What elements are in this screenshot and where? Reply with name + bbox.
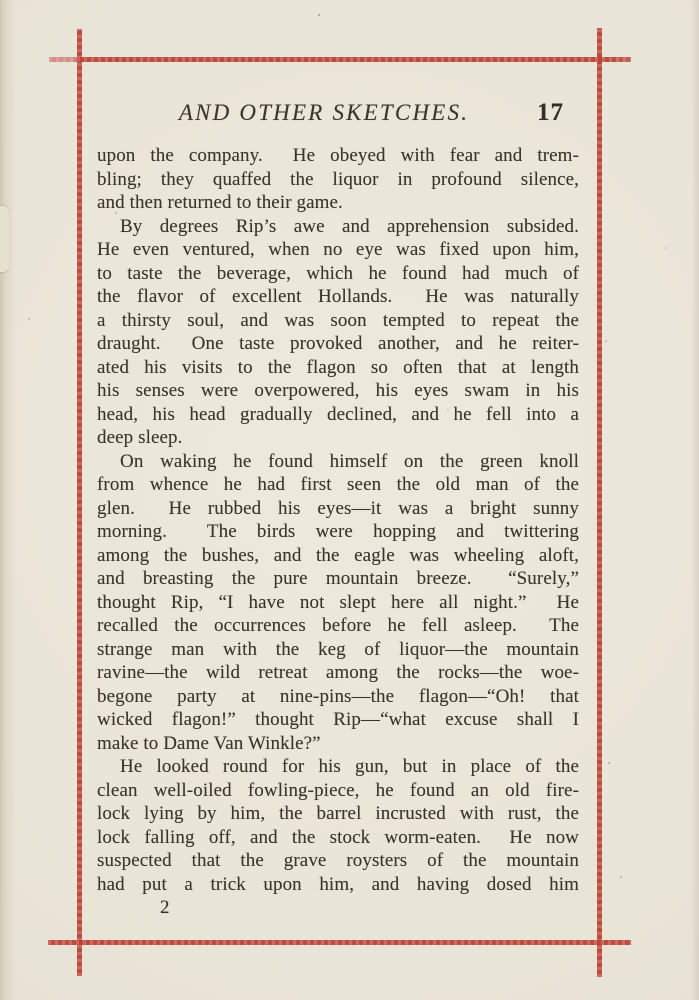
text-line: draught. One taste provoked another, and he reiter-	[97, 333, 579, 354]
text-line: He even ventured, when no eye was fixed upon him,	[97, 239, 579, 260]
text-line: By degrees Rip’s awe and apprehension subsided.	[120, 215, 579, 237]
text-line: and then returned to their game.	[97, 192, 343, 213]
border-rule-bottom	[48, 940, 631, 945]
text-line: had put a trick upon him, and having dosed him	[97, 873, 579, 895]
text-line: recalled the occurrences before he fell asleep. The	[97, 615, 579, 636]
text-line: On waking he found himself on the green knoll	[120, 450, 579, 472]
border-rule-left	[77, 29, 82, 976]
text-line: lock lying by him, the barrel incrusted with rust, the	[97, 803, 579, 824]
page-number: 17	[537, 99, 564, 126]
page-edge-notch	[0, 206, 9, 272]
text-line: from whence he had first seen the old man of the	[97, 474, 579, 495]
signature-mark: 2	[160, 897, 170, 918]
text-line: head, his head gradually declined, and he fell into a	[97, 403, 579, 425]
text-line: the flavor of excellent Hollands. He was naturally	[97, 286, 579, 307]
text-line: ravine—the wild retreat among the rocks—the woe-	[97, 662, 579, 683]
text-line: glen. He rubbed his eyes—it was a bright sunny	[97, 497, 579, 519]
text-line: lock falling off, and the stock worm-eaten. He now	[97, 826, 579, 848]
text-line: deep sleep.	[97, 427, 183, 448]
text-line: and breasting the pure mountain breeze. “Surely,”	[97, 568, 579, 589]
border-rule-right	[597, 28, 602, 977]
running-title: AND OTHER SKETCHES.	[178, 100, 470, 125]
text-line: clean well-oiled fowling-piece, he found an old fire-	[97, 779, 579, 801]
text-line: bling; they quaffed the liquor in profound silence,	[97, 168, 579, 190]
text-line: strange man with the keg of liquor—the mountain	[97, 638, 579, 660]
text-line: He looked round for his gun, but in place of the	[120, 756, 579, 777]
text-line: a thirsty soul, and was soon tempted to repeat the	[97, 309, 579, 331]
page-edge-shadow-left	[0, 0, 16, 1000]
text-line: to taste the beverage, which he found had much of	[97, 262, 579, 284]
page-edge-shadow-right	[691, 0, 699, 1000]
text-line: morning. The birds were hopping and twittering	[97, 521, 579, 542]
text-line: upon the company. He obeyed with fear and trem-	[97, 145, 579, 166]
running-header	[0, 0, 699, 140]
text-line: begone party at nine-pins—the flagon—“Oh! that	[97, 685, 579, 707]
text-line: thought Rip, “I have not slept here all night.” He	[97, 591, 579, 613]
text-line: wicked flagon!” thought Rip—“what excuse shall I	[97, 709, 579, 730]
text-line: suspected that the grave roysters of the mountain	[97, 850, 579, 871]
text-line: make to Dame Van Winkle?”	[97, 732, 321, 754]
text-line: among the bushes, and the eagle was wheeling aloft,	[97, 544, 579, 566]
text-line: his senses were overpowered, his eyes swam in his	[97, 380, 579, 401]
text-line: ated his visits to the flagon so often that at length	[97, 356, 579, 378]
body-text	[97, 144, 579, 896]
